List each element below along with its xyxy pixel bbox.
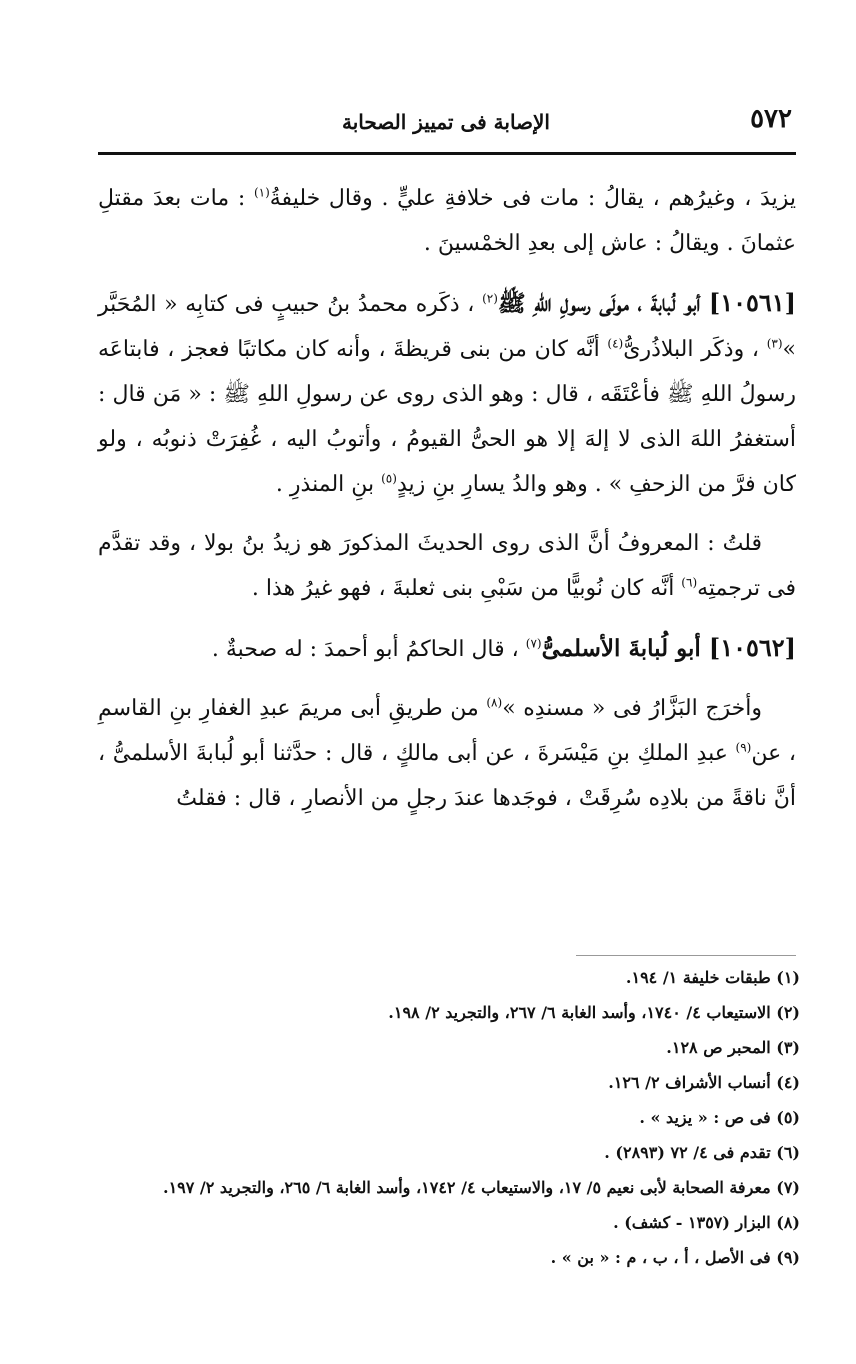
- footnotes: [110, 960, 800, 1275]
- text-run: ، ذكَره محمدُ بنُ حبيبٍ فى كتابِه « المُحَبَّر »: [98, 292, 796, 362]
- footnote-ref: (٢): [482, 291, 498, 306]
- footnote-ref: (٩): [735, 740, 752, 755]
- footnote-ref: (٦): [681, 575, 698, 590]
- footnote: (١) طبقات خليفة ١/ ١٩٤.: [625, 968, 800, 987]
- text-run: يزيدَ ، وغيرُهم ، يقالُ : مات فى خلافةِ عليٍّ . وقال خليفةُ: [269, 186, 796, 211]
- text-run: ، قال الحاكمُ أبو أحمدَ : له صحبةٌ .: [211, 637, 526, 662]
- entry-number: [١٠٥٦١]: [708, 288, 797, 317]
- footnote: (٤) أنساب الأشراف ٢/ ١٢٦.: [608, 1073, 800, 1092]
- text-run: من طريقِ أبى مريمَ عبدِ الغفارِ بنِ القاسمِ ، عن: [98, 696, 796, 766]
- footnote-ref: (٣): [766, 336, 783, 351]
- text-run: أنَّه كان نُوبيًّا من سَبْىِ بنى ثعلبةَ ، فهو غيرُ هذا .: [251, 576, 682, 601]
- text-run: : مات بعدَ مقتلِ عثمانَ . ويقالُ : عاش إلى بعدِ الخمْسينَ .: [98, 186, 796, 256]
- entry-10561: [98, 280, 796, 507]
- footnote: (٥) فى ص : « يزيد » .: [639, 1108, 800, 1127]
- footnote-ref: (٥): [381, 471, 397, 486]
- text-run: ، وذكَر البلاذُرىُّ: [623, 337, 767, 362]
- footnote: (٢) الاستيعاب ٤/ ١٧٤٠، وأسد الغابة ٦/ ٢٦٧، والتجريد ٢/ ١٩٨.: [388, 1003, 800, 1022]
- text-run: وأخرَج البَزَّارُ فى « مسندِه »: [502, 696, 762, 721]
- entry-10562: [98, 625, 796, 672]
- text-run: قلتُ : المعروفُ أنَّ الذى روى الحديثَ المذكورَ هو زيدُ بنُ بولا ، وقد تقدَّم فى ترجمتِه: [98, 531, 796, 601]
- book-title: الإصابة فى تمييز الصحابة: [342, 110, 550, 134]
- footnote-ref: (٤): [607, 336, 624, 351]
- paragraph-1: [98, 176, 796, 266]
- footnote: (٣) المحبر ص ١٢٨.: [666, 1038, 800, 1057]
- header-rule: [98, 152, 796, 155]
- footnote: (٨) البزار (١٣٥٧ - كشف) .: [613, 1213, 800, 1232]
- page-header: [98, 96, 794, 148]
- footnote-separator: [576, 955, 796, 956]
- footnote-ref: (٨): [486, 695, 503, 710]
- footnote: (٦) تقدم فى ٤/ ٧٢ (٢٨٩٣) .: [604, 1143, 800, 1162]
- paragraph-bazzar: [98, 686, 796, 821]
- text-run: عبدِ الملكِ بنِ مَيْسَرةَ ، عن أبى مالكٍ ، قال : حدَّثنا أبو لُبابةَ الأسلمىُّ ، أنَّ ناقةً من بلادِه سُرِقَتْ ، فوجَدها عندَ رجلٍ من الأنصارِ ، قال : فقلتُ: [98, 741, 796, 811]
- footnote: (٩) فى الأصل ، أ ، ب ، م : « بن » .: [550, 1248, 800, 1267]
- entry-name: أبو لُبابةَ ، مولَى رسولِ اللهِ ﷺ: [497, 290, 709, 317]
- main-text: [98, 176, 796, 835]
- text-run: أنَّه كان من بنى قريظةَ ، وأنه كان مكاتبًا فعجز ، فابتاعَه رسولُ اللهِ ﷺ فأعْتَقَه ، قال : وهو الذى روى عن رسولِ اللهِ ﷺ : « مَن قال : أستغفرُ اللهَ الذى لا إلهَ إلا هو الحىُّ القيومُ ، وأتوبُ اليه ، غُفِرَتْ ذنوبُه ، ولو كان فرَّ من الزحفِ » . وهو والدُ يسارِ بنِ زيدٍ: [98, 337, 796, 497]
- footnote-ref: (٧): [525, 636, 542, 651]
- entry-number: [١٠٥٦٢]: [708, 633, 796, 662]
- footnote-ref: (١): [253, 185, 270, 200]
- paragraph-note: [98, 521, 796, 611]
- footnote: (٧) معرفة الصحابة لأبى نعيم ٥/ ١٧، والاستيعاب ٤/ ١٧٤٢، وأسد الغابة ٦/ ٢٦٥، والتجريد ٢/ ١٩٧.: [162, 1178, 800, 1197]
- text-run: بنِ المنذرِ .: [275, 472, 382, 497]
- page-number: ٥٧٢: [750, 104, 792, 134]
- entry-name: أبو لُبابةَ الأسلمىُّ: [541, 635, 709, 662]
